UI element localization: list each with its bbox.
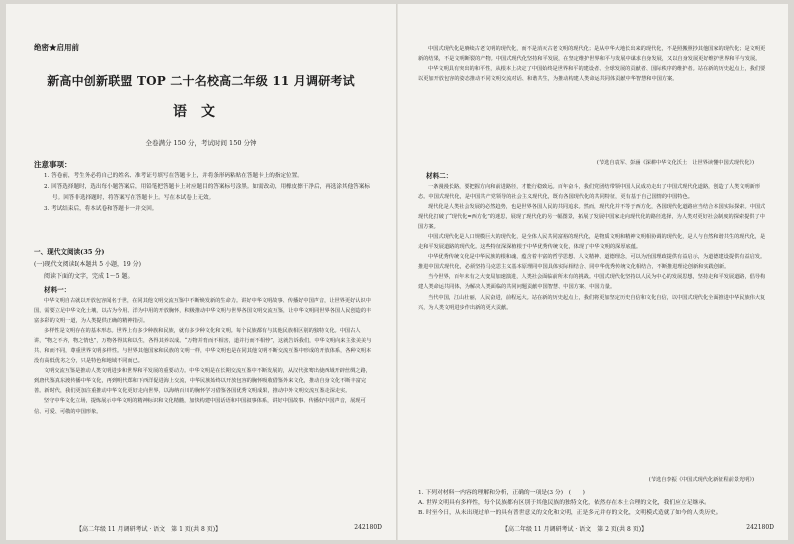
question-stem: 1. 下列对材料一内容的理解和分析，正确的一项是(3 分) ( )	[418, 490, 585, 496]
paragraph: 中华文明自古就以开放包容闻名于世，在同其他文明交流互鉴中不断焕发新的生命力。讲好中华文明故事、传播好中国声音，让世界更好认识中国，需要立足中华文化土壤，以古为今用、洋为中用的开放胸怀，积极推动中华文明与世界各国文明交流互鉴，让中华文明同世界各国人民创造的丰富多彩的文明一道，为人类提供正确的精神指引。	[34, 298, 372, 325]
question-option: A. 世界文明具有多样性，每个民族都有区别于其他民族的独特文化，依然存在本土合理的文化，我们应立足继承。	[418, 500, 710, 506]
exam-title: 新高中创新联盟 TOP 二十名校高二年级 11 月调研考试	[47, 74, 355, 88]
paragraph: 现代化是人类社会发展的必然趋势，也是世界各国人民的共同追求。然而，现代化并不等于西方化，各国现代化道路应当结合本国实际探索。中国式现代化打破了“现代化=西方化”的迷思，展现了现代化的另一幅图景，拓展了发展中国家走向现代化的路径选择，为人类对更好社会制度的探索提供了中国方案。	[418, 204, 766, 231]
notes-heading: 注意事项：	[34, 160, 72, 169]
exam-sheet	[6, 4, 788, 540]
page-footer: 【高二年级 11 月调研考试 · 语文 第 2 页(共 8 页)】	[502, 526, 648, 533]
page-2	[398, 4, 788, 540]
notes-list	[44, 171, 374, 215]
paragraph: 当今世界，百年未有之大变局加速演进，人类社会面临前所未有的挑战。中国式现代化坚持以人民为中心的发展思想，坚持走和平发展道路，倡导构建人类命运共同体，为解决人类面临的共同问题贡献中国智慧、中国方案、中国力量。	[418, 274, 766, 291]
material-1-text	[34, 296, 374, 524]
paragraph: 文明交流互鉴是推动人类文明进步和世界和平发展的重要动力。中华文明是在长期交流互鉴中不断发展的，从汉代张骞出使西域开辟丝绸之路，到唐代鉴真东渡传播中华文化，再到明代郑和下西洋促进海上交流，中华民族始终以开放包容的胸怀吸收借鉴外来文化，推动自身文化不断丰富完善。新时代，我们更加注重推动中华文化更好走向世界，以海纳百川的胸怀学习借鉴各国优秀文明成果，推动中外文明交流互鉴走深走实。	[34, 368, 371, 395]
material-2-source: (节选自李振《中国式现代化新征程前景光明》)	[648, 477, 754, 483]
note-item: 1. 答卷前，考生务必将自己的姓名、准考证号填写在答题卡上，并将条形码粘贴在答题卡上的指定位置。	[44, 173, 303, 179]
paragraph: 坚守中华文化立场，提炼展示中华文明的精神标识和文化精髓，加快构建中国话语和中国叙事体系，讲好中国故事、传播好中国声音，展现可信、可爱、可敬的中国形象。	[34, 398, 366, 415]
material-2-text	[418, 182, 766, 482]
paragraph: 一条漫漫长路，要把握方向和前进路径，才能行稳致远。百年奋斗，我们党团结带领中国人民成功走出了中国式现代化道路，创造了人类文明新形态。中国式现代化，是中国共产党领导的社会主义现代化，既有各国现代化的共同特征，更有基于自己国情的中国特色。	[418, 184, 761, 201]
paragraph: 当代中国，江山壮丽，人民奋进，前程远大。站在新的历史起点上，我们将更加坚定历史自信和文化自信，以中国式现代化全面推进中华民族伟大复兴，为人类文明进步作出新的更大贡献。	[418, 294, 766, 311]
material-1-continued	[418, 44, 766, 158]
material-1-source: (节选自袁军、彭涵《深耕中华文化沃土 让世界读懂中国式现代化》)	[596, 160, 754, 166]
page-footer: 【高二年级 11 月调研考试 · 语文 第 1 页(共 8 页)】	[76, 526, 222, 533]
paragraph: 多样性是文明存在的基本形态。世界上有多少种族和民族，就有多少种文化和文明。每个民族都有与其他民族相区别的独特文化。中国古人讲，“物之不齐，物之情也”，万物各得其和以生，各得其养以成。“万物并育而不相害，道并行而不相悖”，这就告诉我们，中华文明向来主张美美与共、和而不同，尊重世界文明多样性。与世界其他国家和民族的文明一样，中华文明也是在同其他文明不断交流互鉴中形成的开放体系，各种文明本没有高低优劣之分，只是特色和地域不同而已。	[34, 328, 372, 365]
exam-code: 242180D	[746, 524, 774, 531]
exam-code: 242180D	[354, 524, 382, 531]
paragraph: 中华文明具有突出的和平性，从根本上决定了中国始终是世界和平的建设者、全球发展的贡献者、国际秩序的维护者。站在新的历史起点上，我们要以更加开放包容的姿态推动不同文明交流对话、和谐共生，为推动构建人类命运共同体贡献中华智慧和中国方案。	[418, 66, 766, 83]
question-option: B. 时至今日，从未出现过单一的具有普世意义的文化和文明，正是多元并存的文化，文明模式造就了如今的人类历史。	[418, 510, 722, 516]
subject-title: 语文	[173, 104, 229, 120]
note-item: 3. 考试结束后，将本试卷和答题卡一并交回。	[44, 206, 158, 212]
material-label: 材料一：	[44, 286, 71, 294]
question-text: 1. 下列对材料一内容的理解和分析，正确的一项是(3 分)	[418, 490, 563, 496]
note-item: 2. 回答选择题时，选出每小题答案后，用铅笔把答题卡上对应题目的答案标号涂黑。如需改动，用橡皮擦干净后，再选涂其他答案标号。回答非选择题时，将答案写在答题卡上。写在本试卷上无效。	[44, 184, 370, 201]
subsection-heading: (一)现代文阅读Ⅰ(本题共 5 小题，19 分)	[34, 261, 141, 268]
material-label: 材料二：	[426, 172, 453, 180]
page-1	[6, 4, 396, 540]
secret-mark: 绝密★启用前	[34, 43, 79, 52]
score-time-line: 全卷满分 150 分，考试时间 150 分钟	[145, 139, 257, 147]
paragraph: 中国式现代化是人口规模巨大的现代化，是全体人民共同富裕的现代化，是物质文明和精神文明相协调的现代化，是人与自然和谐共生的现代化，是走和平发展道路的现代化。这些特征深深植根于中华优秀传统文化，体现了中华文明的深厚底蕴。	[418, 234, 766, 251]
paragraph: 中国式现代化是赓续古老文明的现代化，而不是消灭古老文明的现代化；是从中华大地长出来的现代化，不是照搬照抄其他国家的现代化；是文明更新的结果，不是文明断裂的产物。中国式现代化坚持和平发展，在坚定维护世界和平与发展中谋求自身发展，又以自身发展更好维护世界和平与发展。	[418, 46, 766, 63]
reading-instruction: 阅读下面的文字，完成 1～5 题。	[44, 273, 134, 280]
paragraph: 中华优秀传统文化是中华民族的根和魂，蕴含着丰富的哲学思想、人文精神、道德理念，可以为治国理政提供有益启示，为道德建设提供有益启发。推进中国式现代化，必须坚持马克思主义基本原理同中国具体实际相结合、同中华优秀传统文化相结合，不断推进理论创新和实践创新。	[418, 254, 766, 271]
question-1	[418, 488, 768, 518]
section-heading: 一、现代文阅读(35 分)	[34, 248, 105, 256]
